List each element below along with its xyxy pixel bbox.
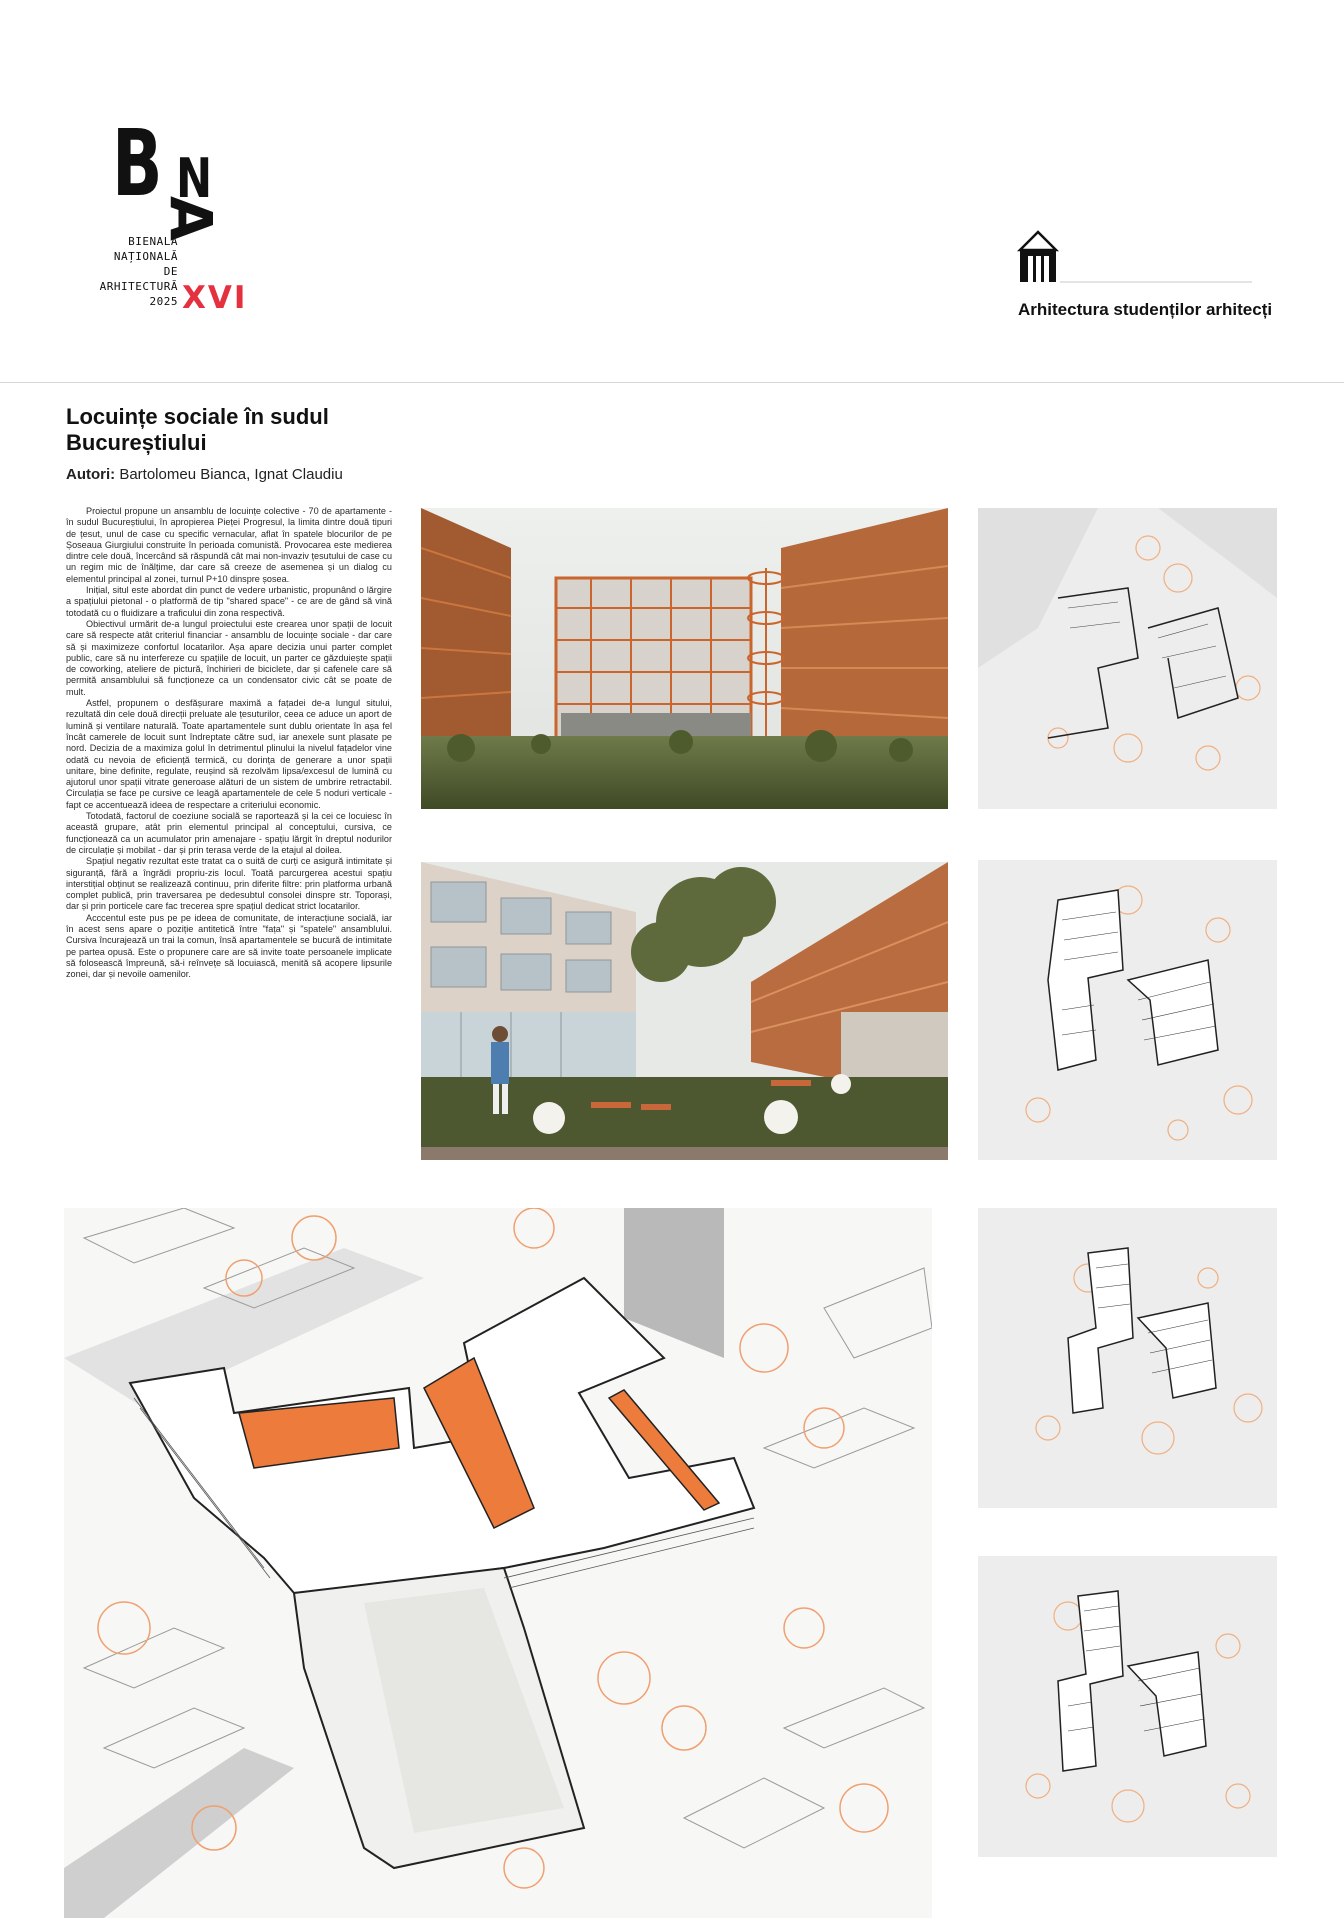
project-authors [66, 466, 343, 483]
plan-ground-floor [978, 508, 1277, 809]
project-title: Locuințe sociale în sudul Bucureștiului [66, 404, 329, 455]
plan-typical-floor [978, 1556, 1277, 1857]
logo-letter-n: N [176, 147, 213, 210]
logo-letter-b: B [112, 110, 163, 217]
axonometric-site-view [64, 1208, 932, 1918]
project-description [66, 506, 392, 980]
render-courtyard-facade [421, 508, 948, 809]
description-paragraph: Inițial, situl este abordat din punct de vedere urbanistic, propunând o lărgire a spațiului pietonal - o platformă de tip "shared space" - ce are de gând să vină totodată cu o fluidizare a traficului din zona respectivă. [66, 585, 392, 618]
authors-label: Autori: [66, 466, 116, 483]
description-paragraph: Acccentul este pus pe pe ideea de comunitate, de interacțiune socială, iar în acest sens apare o poziție antitetică între "fața" și "spatele" ansamblului. Cursiva încurajează un trai la comun, însă apartamentele se bucură de intimitate pe partea opusă. Este o propunere care are să invite toate persoanele implicate să folosească împreună, să-i reînvețe să locuiască, menită să acopere lipsurile zonei, dar și nevoile oamenilor. [66, 912, 392, 980]
pencil-section-icon [1016, 228, 1256, 288]
section-label: Arhitectura studenților arhitecți [1018, 300, 1273, 319]
logo-letter-a: A [157, 196, 225, 241]
plan-second-floor [978, 1208, 1277, 1508]
render-courtyard-garden [421, 862, 948, 1160]
description-paragraph: Astfel, propunem o desfășurare maximă a fațadei de-a lungul sitului, rezultată din cele două direcții preluate ale țesuturilor, ceea ce aduce un aport de lumină și ventilare naturală. Toate apartamentele sunt dublu orientate în așa fel încât camerele de locuit sunt îndreptate către sud, iar anexele sunt plasate pe nord. Decizia de a maximiza golul în detrimentul plinului la nivelul fațadelor vine odată cu nevoia de eficiență termică, cu dorința de generare a unor spații unitare, bine definite, regulate, reușind să rezolvăm lipsa/excesul de lumină cu ajutorul unor spații vitrate generoase alături de un sistem de umbrire retractabil. Circulația se face pe cursive ce leagă apartamentele de cele 5 noduri verticale - fapt ce accentuează ideea de respectare a criteriului economic. [66, 698, 392, 810]
plan-first-floor [978, 860, 1277, 1160]
edition-number: XVI [182, 280, 248, 316]
header-divider [0, 382, 1344, 383]
description-paragraph: Spațiul negativ rezultat este tratat ca o suită de curți ce asigură intimitate și siguranță, fără a îngrădi propriu-zis locul. Toată parcurgerea acestui spațiu interstițial obținut se realizează continuu, prin diferite filtre: prin platforma urbană complet publică, prin traversarea pe dedesubtul consolei dinspre str. Toporași, dar și prin porticele care fac trecerea spre spațiul dedicat strict locatarilor. [66, 856, 392, 912]
description-paragraph: Totodată, factorul de coeziune socială se raportează și la cei ce locuiesc în această grupare, atât prin elementul principal al conceptului, cursiva, ce funcționează ca un acumulator prin amenajare - spațiu lărgit în dreptul nodurilor de circulație și mobilat - dar și prin terasa verde de la etajul al doilea. [66, 811, 392, 855]
logo-subtitle: BIENALA NAȚIONALĂ DE ARHITECTURĂ 2025 [99, 235, 178, 308]
description-paragraph: Obiectivul urmărit de-a lungul proiectului este crearea unor spații de locuit care să respecte atât criteriul financiar - ansamblu de locuințe sociale - dar care să și maximizeze confortul locatarilor. Așa apare decizia unui parter complet public, care să nu interfereze cu spațiile de locuit, un parter ce găzduiește spații de coworking, ateliere de pictură, închirieri de biciclete, dar și cafenele care să permită ansamblului să funcționeze ca un condensator civic cât se poate de mult. [66, 618, 392, 697]
authors-names: Bartolomeu Bianca, Ignat Claudiu [119, 466, 343, 483]
description-paragraph: Proiectul propune un ansamblu de locuințe colective - 70 de apartamente - în sudul Bucureștiului, în apropierea Pieței Progresul, la limita dintre două tipuri de țesut, unul de case cu specific vernacular, aflat în spatele blocurilor de pe Șoseaua Giurgiului construite în perioada comunistă. Provocarea este medierea dintre cele două, încercând să răspundă cât mai non-invaziv țesutului de case cu un regim mic de înălțime, dar care să creeze de asemenea și un dialog cu elementul principal al zonei, turnul P+10 dinspre șosea. [66, 506, 392, 584]
